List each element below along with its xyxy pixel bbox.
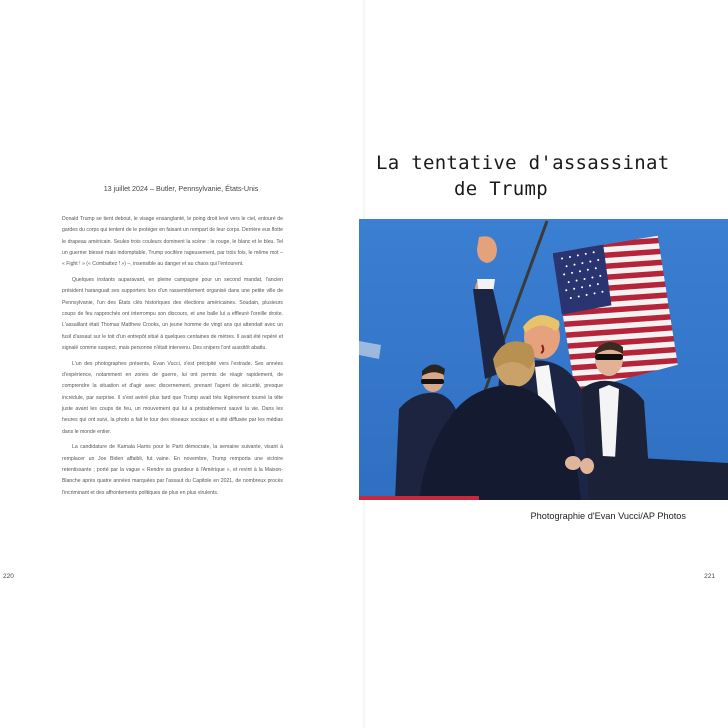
article-body: [62, 214, 283, 504]
paragraph: Quelques instants auparavant, en pleine campagne pour un second mandat, l'ancien président haranguait ses supporters lors d'un rassemblement organisé dans une petite ville de Pennsylvanie, l'un des États clés historiques des élections américaines. Soudain, plusieurs coups de feu rapprochés ont interrompu son discours, et une balle lui a effleuré l'oreille droite. L'assaillant était Thomas Matthew Crooks, un jeune homme de vingt ans qui attendait avec un fusil d'assaut sur le toit d'un entrepôt situé à quelques centaines de mètres. Il avait été repéré et signalé comme suspect, mais personne n'était intervenu. Des snipers l'ont aussitôt abattu.: [62, 277, 283, 351]
paragraph: L'un des photographes présents, Evan Vucci, s'est précipité vers l'estrade. Ses années d'expérience, notamment en zones de guerre, lui ont permis de réagir rapidement, de comprendre la situation et d'agir avec discernement, prenant l'agent de sécurité, presque incrédule, par surprise. Il s'est avéré plus tard que Trump avait très légèrement tourné la tête juste avant les coups de feu, un mouvement qui lui a probablement sauvé la vie. Dans les heures qui ont suivi, la photo a fait le tour des réseaux sociaux et a été diffusée par les médias dans le monde entier.: [62, 360, 283, 435]
press-photo: [359, 219, 728, 500]
photo-credit: Photographie d'Evan Vucci/AP Photos: [530, 511, 686, 521]
title-line-2: de Trump: [454, 178, 548, 200]
page-number-right: 221: [704, 573, 715, 580]
page-number-left: 220: [3, 573, 14, 580]
paragraph: Donald Trump se tient debout, le visage ensanglanté, le poing droit levé vers le ciel, entouré de gardes du corps qui tentent de le protéger en faisant un rempart de leur corps. Derrière eux flotte le drapeau américain. Seules trois couleurs dominent la scène : le rouge, le blanc et le bleu. Tel un guerrier blessé mais indomptable, Trump vocifère rageusement, par trois fois, le même mot – « Fight ! » (« Combattez ! ») –, insensible au danger et au chaos qui l'entourent.: [62, 216, 283, 268]
dateline: 13 juillet 2024 – Butler, Pennsylvanie, États-Unis: [103, 184, 259, 193]
paragraph: La candidature de Kamala Harris pour le Parti démocrate, la semaine suivante, visant à remplacer un Joe Biden affaibli, fut vaine. En novembre, Trump remporta une victoire retentissante ; porté par la vague « Rendre sa grandeur à l'Amérique », et revint à la Maison-Blanche après quatre années marquées par l'assaut du Capitole en 2021, de nombreux procès l'incriminant et des affrontements politiques de plus en plus virulents.: [62, 444, 283, 496]
chapter-title: [376, 150, 670, 202]
right-page: [364, 0, 728, 728]
title-line-1: La tentative d'assassinat: [376, 152, 670, 174]
